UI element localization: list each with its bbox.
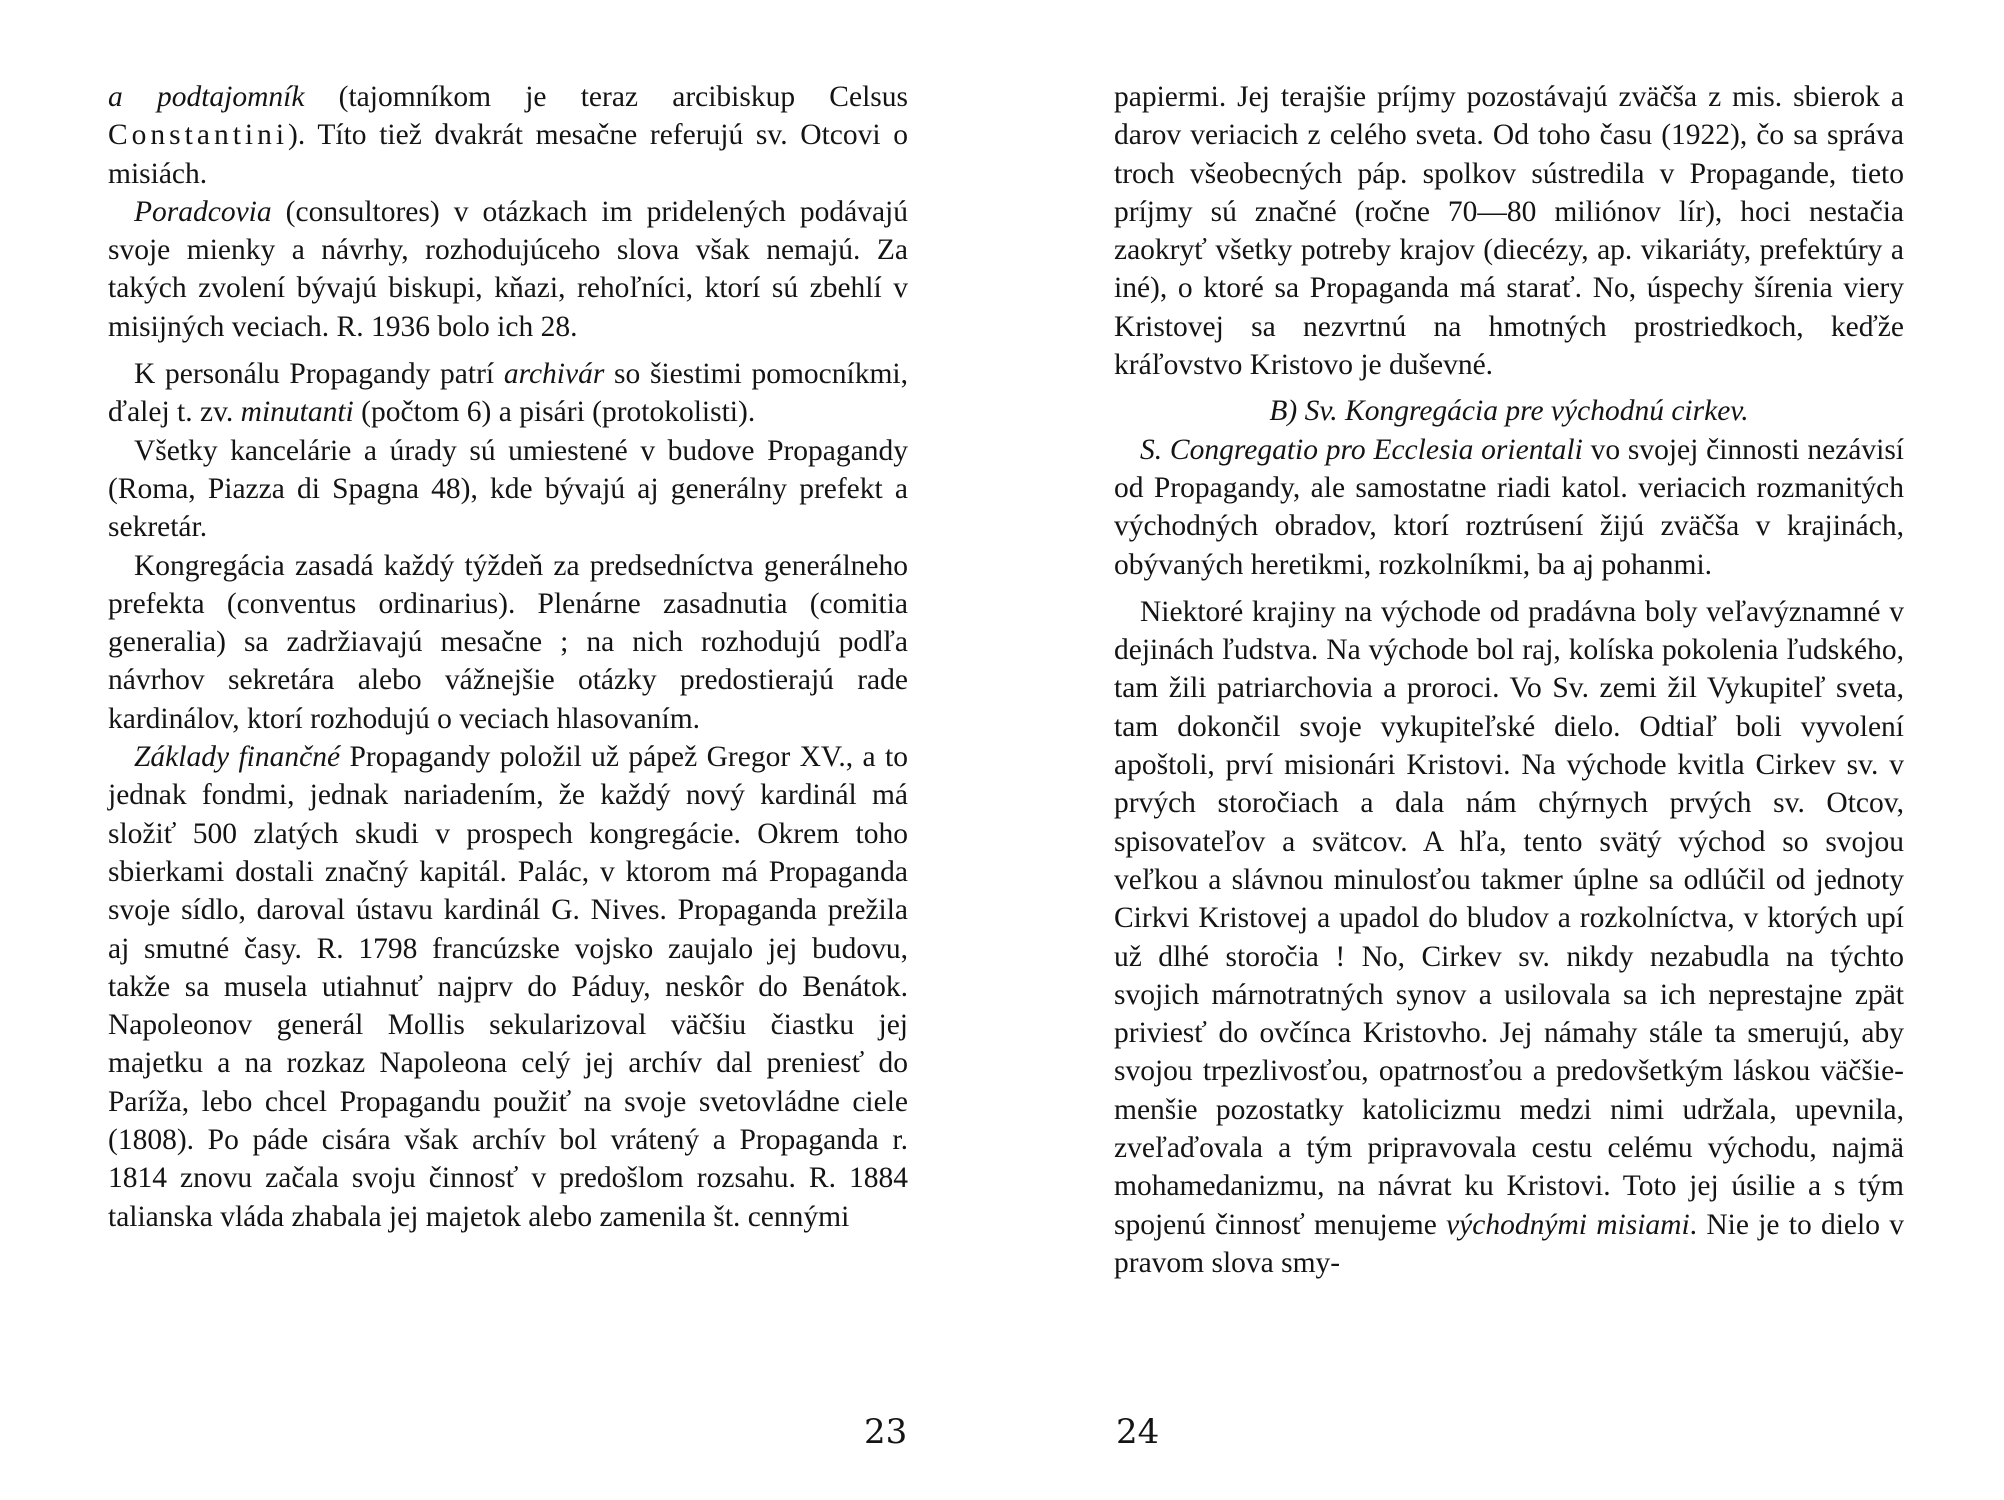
- right-paragraph-2: S. Congregatio pro Ecclesia orientali vo svojej činnosti nezávisí od Propagandy, ale samostatne riadi katol. veriacich rozmanitých východných obradov, ktorí roztrúsení žijú zväčša v krajinách, obývaných heretikmi, rozkolníkmi, ba aj pohanmi.: [1114, 433, 1904, 581]
- term-congregatio: S. Congregatio pro Ecclesia orientali: [1140, 433, 1583, 466]
- left-paragraph-1: a podtajomník (tajomníkom je teraz arcibiskup Celsus Constantini). Títo tiež dvakrát mesačne referujú sv. Otcovi o misiách.: [108, 81, 908, 190]
- term-minutanti: minutanti: [240, 396, 354, 429]
- term-poradcovia: Poradcovia: [134, 195, 272, 228]
- left-paragraph-5: Kongregácia zasadá každý týždeň za predsedníctva generálneho prefekta (conventus ordinarius). Plenárne zasadnutia (comitia generalia) sa zadržiavajú mesačne ; na nich rozhodujú podľa návrhov sekretára alebo vážnejšie otázky predostierajú rade kardinálov, ktorí rozhodujú o veciach hlasovaním.: [108, 549, 908, 735]
- left-page: [108, 78, 908, 1236]
- term-zaklady-financne: Základy finančné: [134, 741, 341, 774]
- page-number-right: 24: [1116, 1412, 1160, 1452]
- section-heading: B) Sv. Kongregácia pre východnú cirkev.: [1269, 395, 1749, 428]
- term-podtajomnik: a podtajomník: [108, 81, 305, 113]
- left-paragraph-6: Základy finančné Propagandy položil už pápež Gregor XV., a to jednak fondmi, jednak nariadením, že každý nový kardinál má složiť 500 zlatých skudi v prospech kongregácie. Okrem toho sbierkami dostali značný kapitál. Palác, v ktorom má Propaganda svoje sídlo, daroval ústavu kardinál G. Nives. Propaganda prežila aj smutné časy. R. 1798 francúzske vojsko zaujalo jej budovu, takže sa musela utiahnuť najprv do Páduy, neskôr do Benátok. Napoleonov generál Mollis sekularizoval väčšiu čiastku jej majetku a na rozkaz Napoleona celý jej archív dal preniesť do Paríža, lebo chcel Propagandu použiť na svoje svetovládne ciele (1808). Po páde cisára však archív bol vrátený a Propaganda r. 1814 znovu začala svoju činnosť v predošlom rozsahu. R. 1884 talianska vláda zhabala jej majetok alebo zamenila št. cennými: [108, 741, 908, 1233]
- term-archivar: archivár: [503, 358, 605, 391]
- right-paragraph-3: Niektoré krajiny na východe od pradávna boly veľavýznamné v dejinách ľudstva. Na východe bol raj, kolíska pokolenia ľudského, tam žili patriarchovia a proroci. Vo Sv. zemi žil Vykupiteľ sveta, tam dokončil svoje vykupiteľské dielo. Odtiaľ boli vyvolení apoštoli, prví misionári Kristovi. Na východe kvitla Cirkev sv. v prvých storočiach a dala nám chýrnych prvých sv. Otcov, spisovateľov a svätcov. A hľa, tento svätý východ so svojou veľkou a slávnou minulosťou takmer úplne sa odlúčil od jednoty Cirkvi Kristovej a upadol do bludov a rozkolníctva, v ktorých upí už dlhé storočia ! No, Cirkev sv. nikdy nezabudla na týchto svojich márnotratných synov a usilovala sa ich neprestajne zpät priviesť do ovčínca Kristovho. Jej námahy stále ta smerujú, aby svojou trpezlivosťou, opatrnosťou a predovšetkým láskou väčšie-menšie pozostatky katolicizmu medzi nimi udržala, upevnila, zveľaďovala a tým pripravovala cestu celému východu, najmä mohamedanizmu, na návrat ku Kristovi. Toto jej úsilie a s tým spojenú činnosť menujeme východnými misiami. Nie je to dielo v pravom slova smy-: [1114, 595, 1904, 1279]
- term-vychodne-misie: východnými misiami: [1446, 1208, 1690, 1241]
- right-paragraph-1: papiermi. Jej terajšie príjmy pozostávajú zväčša z mis. sbierok a darov veriacich z celého sveta. Od toho času (1922), čo sa správa troch všeobecných páp. spolkov sústredila v Propagande, tieto príjmy sú značné (ročne 70—80 miliónov lír), hoci nestačia zaokryť všetky potreby krajov (diecézy, ap. vikariáty, prefektúry a iné), o ktoré sa Propaganda má starať. No, úspechy šírenia viery Kristovej sa nezvrtnú na hmotných prostriedkoch, keďže kráľovstvo Kristovo je duševné.: [1114, 81, 1904, 382]
- left-paragraph-3: K personálu Propagandy patrí archivár so šiestimi pomocníkmi, ďalej t. zv. minutanti (počtom 6) a pisári (protokolisti).: [108, 358, 908, 429]
- left-paragraph-4: Všetky kancelárie a úrady sú umiestené v budove Propagandy (Roma, Piazza di Spagna 48), kde bývajú aj generálny prefekt a sekretár.: [108, 434, 908, 544]
- page-number-left: 23: [864, 1412, 908, 1452]
- right-page: [1114, 78, 1904, 1282]
- left-paragraph-2: Poradcovia (consultores) v otázkach im pridelených podávajú svoje mienky a návrhy, rozhodujúceho slova však nemajú. Za takých zvolení bývajú biskupi, kňazi, rehoľníci, ktorí sú zbehlí v misijných veciach. R. 1936 bolo ich 28.: [108, 195, 908, 343]
- name-constantini: Constantini: [108, 119, 289, 152]
